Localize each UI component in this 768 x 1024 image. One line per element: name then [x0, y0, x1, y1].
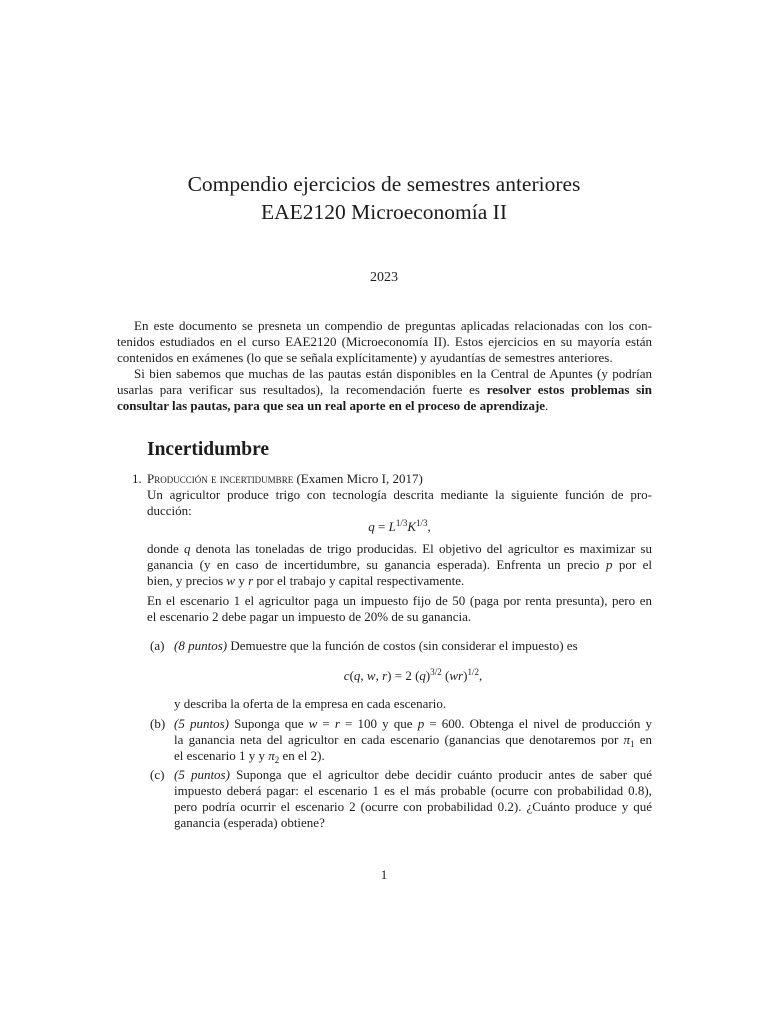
intro-line [134, 318, 652, 334]
small-caps-text: Producción e incertidumbre [147, 471, 294, 486]
text-run: ( [441, 668, 450, 683]
intro-line [117, 350, 652, 366]
part-c-line [174, 815, 652, 831]
text-run: ) [425, 668, 431, 683]
text-run: Suponga que el agricultor debe decidir cuánto producir antes de saber qué [229, 767, 652, 782]
part-a-line [174, 696, 652, 712]
text-run: En este documento se presneta un compendio de preguntas aplicadas relacionadas con los con- [134, 318, 652, 333]
text-run: ) = 2 ( [387, 668, 420, 683]
text-run: y [235, 573, 249, 588]
text-run: donde [147, 541, 184, 556]
problem-number: 1. [132, 471, 142, 486]
intro-line [117, 334, 652, 350]
superscript: 1/2 [467, 667, 479, 677]
text-run: = 600. Obtenga el nivel de producción y [424, 716, 652, 731]
part-c-line [174, 767, 652, 783]
italic-math-text: r [248, 573, 254, 588]
italic-math-text: r [382, 668, 388, 683]
italic-math-text: π [623, 732, 630, 747]
text-run: Suponga que [228, 716, 309, 731]
text-run: (Examen Micro I, 2017) [293, 471, 423, 486]
italic-math-text: w [308, 716, 318, 731]
italic-math-text: π [268, 748, 275, 763]
italic-math-text: (5 puntos) [174, 767, 230, 782]
italic-math-text: q [368, 519, 375, 534]
part-c-label: (c) [150, 767, 165, 782]
bold-text: consultar las pautas, para que sea un real aporte en el proceso de aprendizaje [117, 398, 546, 413]
document-title: Compendio ejercicios de semestres anteriores [187, 172, 581, 196]
text-run: pero podría ocurrir el escenario 2 (ocurre con probabilidad 0.2). ¿Cuánto produce y qué [174, 799, 652, 814]
scenario-line [147, 593, 652, 609]
text-run: en [634, 732, 652, 747]
superscript: 1/3 [395, 518, 408, 528]
text-run: por el trabajo y capital respectivamente. [253, 573, 465, 588]
text-run: el escenario 2 debe pagar un impuesto de 20% de su ganancia. [147, 609, 472, 624]
italic-math-text: r [334, 716, 340, 731]
text-run: Un agricultor produce trigo con tecnología descrita mediante la siguiente función de pro- [147, 487, 652, 502]
section-heading: Incertidumbre [147, 439, 270, 460]
text-run: . [545, 398, 549, 413]
problem-statement-line [147, 487, 652, 503]
text-run: , [478, 668, 483, 683]
problem-description-line [147, 541, 652, 557]
text-run: denota las toneladas de trigo producidas. El objetivo del agricultor es maximizar su [190, 541, 652, 556]
text-run: = [374, 519, 389, 534]
text-run: ganancia (esperada) obtiene? [174, 815, 325, 830]
text-run: Demuestre que la función de costos (sin considerar el impuesto) es [227, 638, 578, 653]
scenario-line [147, 609, 652, 625]
text-run: ganancia (y en caso de incertidumbre, su ganancia esperada). Enfrenta un precio [147, 557, 606, 572]
part-b-line [174, 716, 652, 732]
intro-line [134, 366, 652, 382]
text-run: , [360, 668, 367, 683]
superscript: 1/3 [416, 518, 428, 528]
italic-math-text: q [183, 541, 191, 556]
text-run: por el [612, 557, 652, 572]
italic-math-text: q [419, 668, 426, 683]
text-run: contenidos en exámenes (lo que se señala explícitamente) y ayudantías de semestres anteriores. [117, 350, 613, 365]
text-run: ( [349, 668, 354, 683]
page-number: 1 [380, 867, 388, 882]
text-run: la ganancia neta del agricultor en cada escenario (ganancias que denotaremos por [174, 732, 624, 747]
text-run: , [375, 668, 383, 683]
italic-math-text: p [417, 716, 425, 731]
part-b-label: (b) [150, 716, 166, 731]
cost-function-formula [174, 668, 652, 684]
part-a-line [174, 638, 652, 654]
document-course-title: EAE2120 Microeconomía II [261, 200, 507, 224]
subscript: 2 [274, 755, 280, 765]
italic-math-text: (8 puntos) [174, 638, 228, 653]
part-b-line [174, 732, 652, 748]
document-date: 2023 [370, 270, 398, 285]
production-function-formula [147, 519, 652, 535]
italic-math-text: (5 puntos) [174, 716, 229, 731]
text-run: en el 2). [279, 748, 325, 763]
part-b-line [174, 748, 652, 764]
part-c-line [174, 799, 652, 815]
italic-math-text: w [366, 668, 376, 683]
problem-description-line [147, 557, 652, 573]
italic-math-text: c [343, 668, 350, 683]
text-run: usarlas para verificar sus resultados), la recomendación fuerte es [117, 382, 487, 397]
italic-math-text: wr [449, 668, 464, 683]
intro-line [117, 382, 652, 398]
italic-math-text: L [388, 519, 396, 534]
text-run: , [427, 519, 431, 534]
text-run: ducción: [147, 503, 192, 518]
part-c-line [174, 783, 652, 799]
subscript: 1 [630, 739, 635, 749]
text-run: Si bien sabemos que muchas de las pautas están disponibles en la Central de Apuntes (y podrían [134, 366, 652, 381]
text-run: En el escenario 1 el agricultor paga un impuesto fijo de 50 (paga por renta presunta), pero en [147, 593, 652, 608]
problem-heading [147, 471, 652, 487]
text-run: = [317, 716, 335, 731]
part-a-label: (a) [150, 638, 165, 653]
text-run: = 100 y que [339, 716, 418, 731]
problem-statement-line [147, 503, 652, 519]
italic-math-text: p [605, 557, 613, 572]
italic-math-text: w [226, 573, 236, 588]
superscript: 3/2 [430, 667, 442, 677]
bold-text: resolver estos problemas sin [486, 382, 652, 397]
text-run: el escenario 1 y y [174, 748, 269, 763]
problem-description-line [147, 573, 652, 589]
text-run: y describa la oferta de la empresa en cada escenario. [174, 696, 447, 711]
italic-math-text: q [353, 668, 361, 683]
intro-line [117, 398, 652, 414]
text-run: impuesto deberá pagar: el escenario 1 es el más probable (ocurre con probabilidad 0.8), [174, 783, 652, 798]
italic-math-text: K [407, 519, 416, 534]
text-run: tenidos estudiados en el curso EAE2120 (Microeconomía II). Estos ejercicios en su mayoría están [117, 334, 652, 349]
text-run: bien, y precios [147, 573, 227, 588]
text-run: ) [463, 668, 468, 683]
